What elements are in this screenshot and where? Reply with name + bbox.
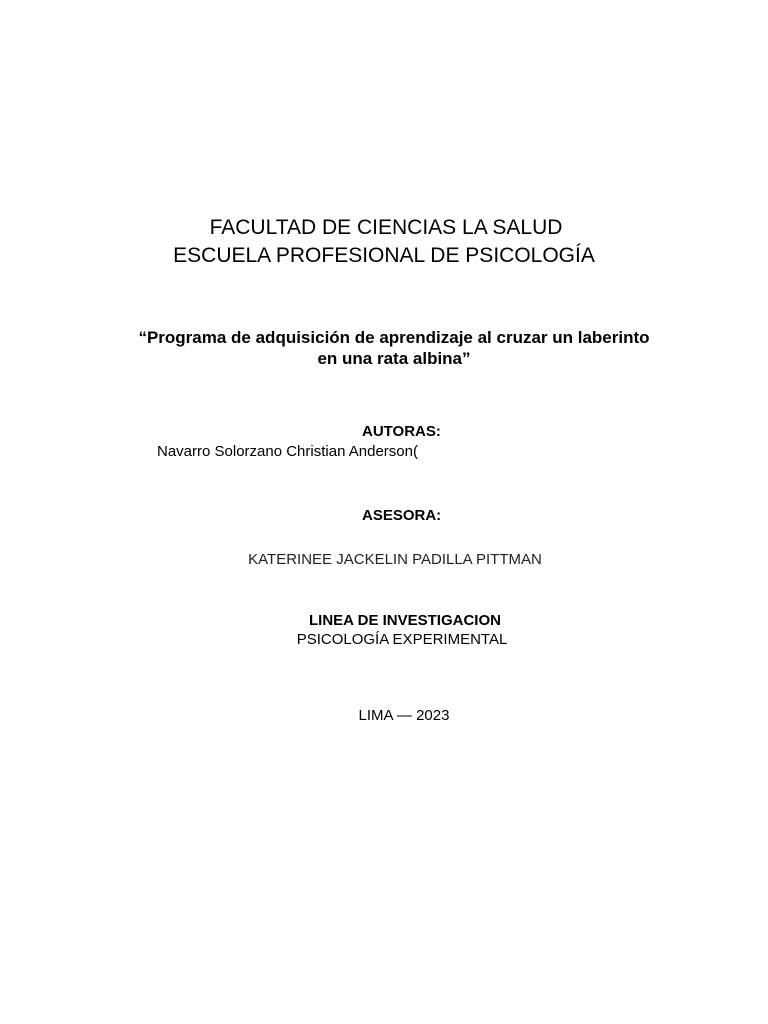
thesis-title-line-2: en una rata albina” xyxy=(317,349,471,368)
authors-label: AUTORAS: xyxy=(362,423,441,440)
author-name: Navarro Solorzano Christian Anderson( xyxy=(157,443,418,460)
advisor-label: ASESORA: xyxy=(362,507,442,524)
advisor-name: KATERINEE JACKELIN PADILLA PITTMAN xyxy=(248,551,542,568)
research-line-label: LINEA DE INVESTIGACION xyxy=(309,612,501,629)
faculty-name: FACULTAD DE CIENCIAS LA SALUD xyxy=(209,216,563,239)
thesis-title-line-1: “Programa de adquisición de aprendizaje al cruzar un laberinto xyxy=(138,328,650,347)
school-name: ESCUELA PROFESIONAL DE PSICOLOGÍA xyxy=(173,244,595,267)
place-and-year: LIMA — 2023 xyxy=(358,707,450,724)
research-line-value: PSICOLOGÍA EXPERIMENTAL xyxy=(296,631,508,648)
